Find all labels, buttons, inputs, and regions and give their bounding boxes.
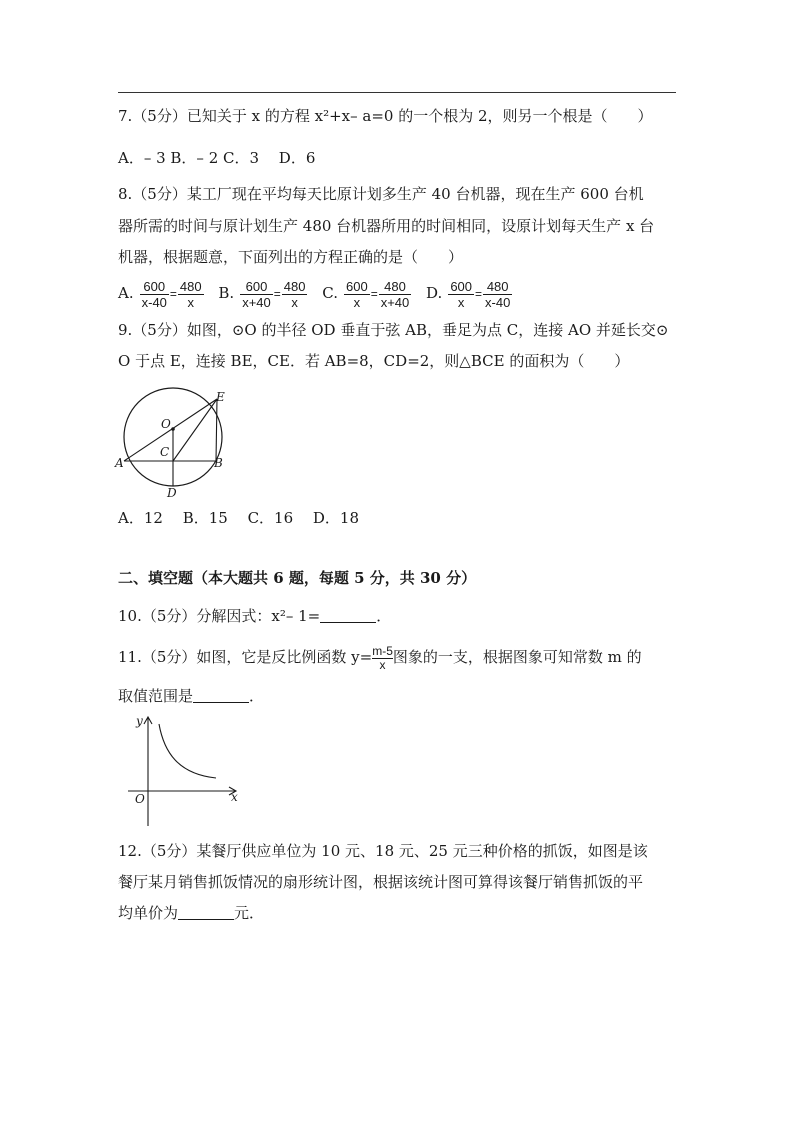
q11-line2: 取值范围是 ．: [118, 687, 265, 705]
q7-options: A．– 3 B．– 2 C．3 D．6: [118, 149, 316, 167]
q8-option-d: D. $\frac{600}{x}$ = $\frac{480}{x-40}$: [426, 278, 511, 310]
q8-option-a: A. $\frac{600}{x-40}$ = $\frac{480}{x}$: [118, 278, 202, 310]
q8-line3: 机器，根据题意，下面列出的方程正确的是（ ）: [118, 248, 464, 266]
fraction: $\frac{480}{x+40}$: [380, 278, 410, 310]
label-o: O: [161, 417, 171, 431]
q12-line1: 12.（5分）某餐厅供应单位为 10 元、18 元、25 元三种价格的抓饭，如图是该: [118, 842, 648, 860]
fraction: $\frac{600}{x+40}$: [242, 278, 271, 310]
fraction: $\frac{480}{x-40}$: [485, 278, 511, 310]
q9-options: A．12 B．15 C．16 D．18: [118, 509, 360, 527]
answer-blank: [320, 608, 376, 623]
q9-line2: O 于点 E，连接 BE，CE．若 AB=8，CD=2，则△BCE 的面积为（ ）: [118, 352, 630, 370]
label-d: D: [167, 486, 177, 500]
header-rule: [118, 92, 676, 93]
q10: 10.（5分）分解因式：x²– 1= ．: [118, 607, 392, 625]
q7-stem: 7.（5分）已知关于 x 的方程 x²+x– a=0 的一个根为 2，则另一个根是（ ）: [118, 107, 653, 125]
q11-graph-figure: [128, 712, 248, 826]
q8-option-b: B. $\frac{600}{x+40}$ = $\frac{480}{x}$: [218, 278, 306, 310]
q12-line2: 餐厅某月销售抓饭情况的扇形统计图，根据该统计图可算得该餐厅销售抓饭的平: [118, 873, 644, 891]
fraction: $\frac{600}{x-40}$: [141, 278, 167, 310]
hyperbola-branch: [159, 724, 216, 778]
fraction: $\frac{600}{x}$: [450, 278, 473, 310]
q8-options: [118, 276, 522, 311]
q11-line1: 11.（5分）如图，它是反比例函数 y= $\frac{m-5}{x}$ 图象的一支，根据图象可知常数 m 的: [118, 643, 642, 672]
label-origin: O: [135, 792, 145, 806]
answer-blank: [178, 905, 234, 920]
q9-line1: 9.（5分）如图，⊙O 的半径 OD 垂直于弦 AB，垂足为点 C，连接 AO 并延长交⊙: [118, 321, 669, 339]
label-c: C: [160, 445, 170, 459]
label-b: B: [214, 456, 223, 470]
fraction: $\frac{480}{x}$: [179, 278, 202, 310]
fraction: $\frac{480}{x}$: [283, 278, 306, 310]
answer-blank: [193, 688, 249, 703]
q8-line1: 8.（5分）某工厂现在平均每天比原计划多生产 40 台机器，现在生产 600 台机: [118, 185, 644, 203]
label-x: x: [231, 790, 238, 804]
q12-line3: 均单价为 元．: [118, 904, 265, 922]
q8-option-c: C. $\frac{600}{x}$ = $\frac{480}{x+40}$: [322, 278, 410, 310]
line-ce: [173, 399, 217, 461]
q9-circle-figure: [112, 385, 232, 500]
label-y: y: [136, 714, 143, 728]
section-title: 二、填空题（本大题共 6 题，每题 5 分，共 30 分）: [118, 569, 477, 587]
label-e: E: [216, 390, 225, 404]
fraction: $\frac{600}{x}$: [345, 278, 368, 310]
q8-line2: 器所需的时间与原计划生产 480 台机器所用的时间相同，设原计划每天生产 x 台: [118, 217, 655, 235]
label-a: A: [115, 456, 124, 470]
center-point: [171, 427, 175, 431]
fraction: $\frac{m-5}{x}$: [372, 643, 393, 672]
line-be: [216, 399, 217, 461]
